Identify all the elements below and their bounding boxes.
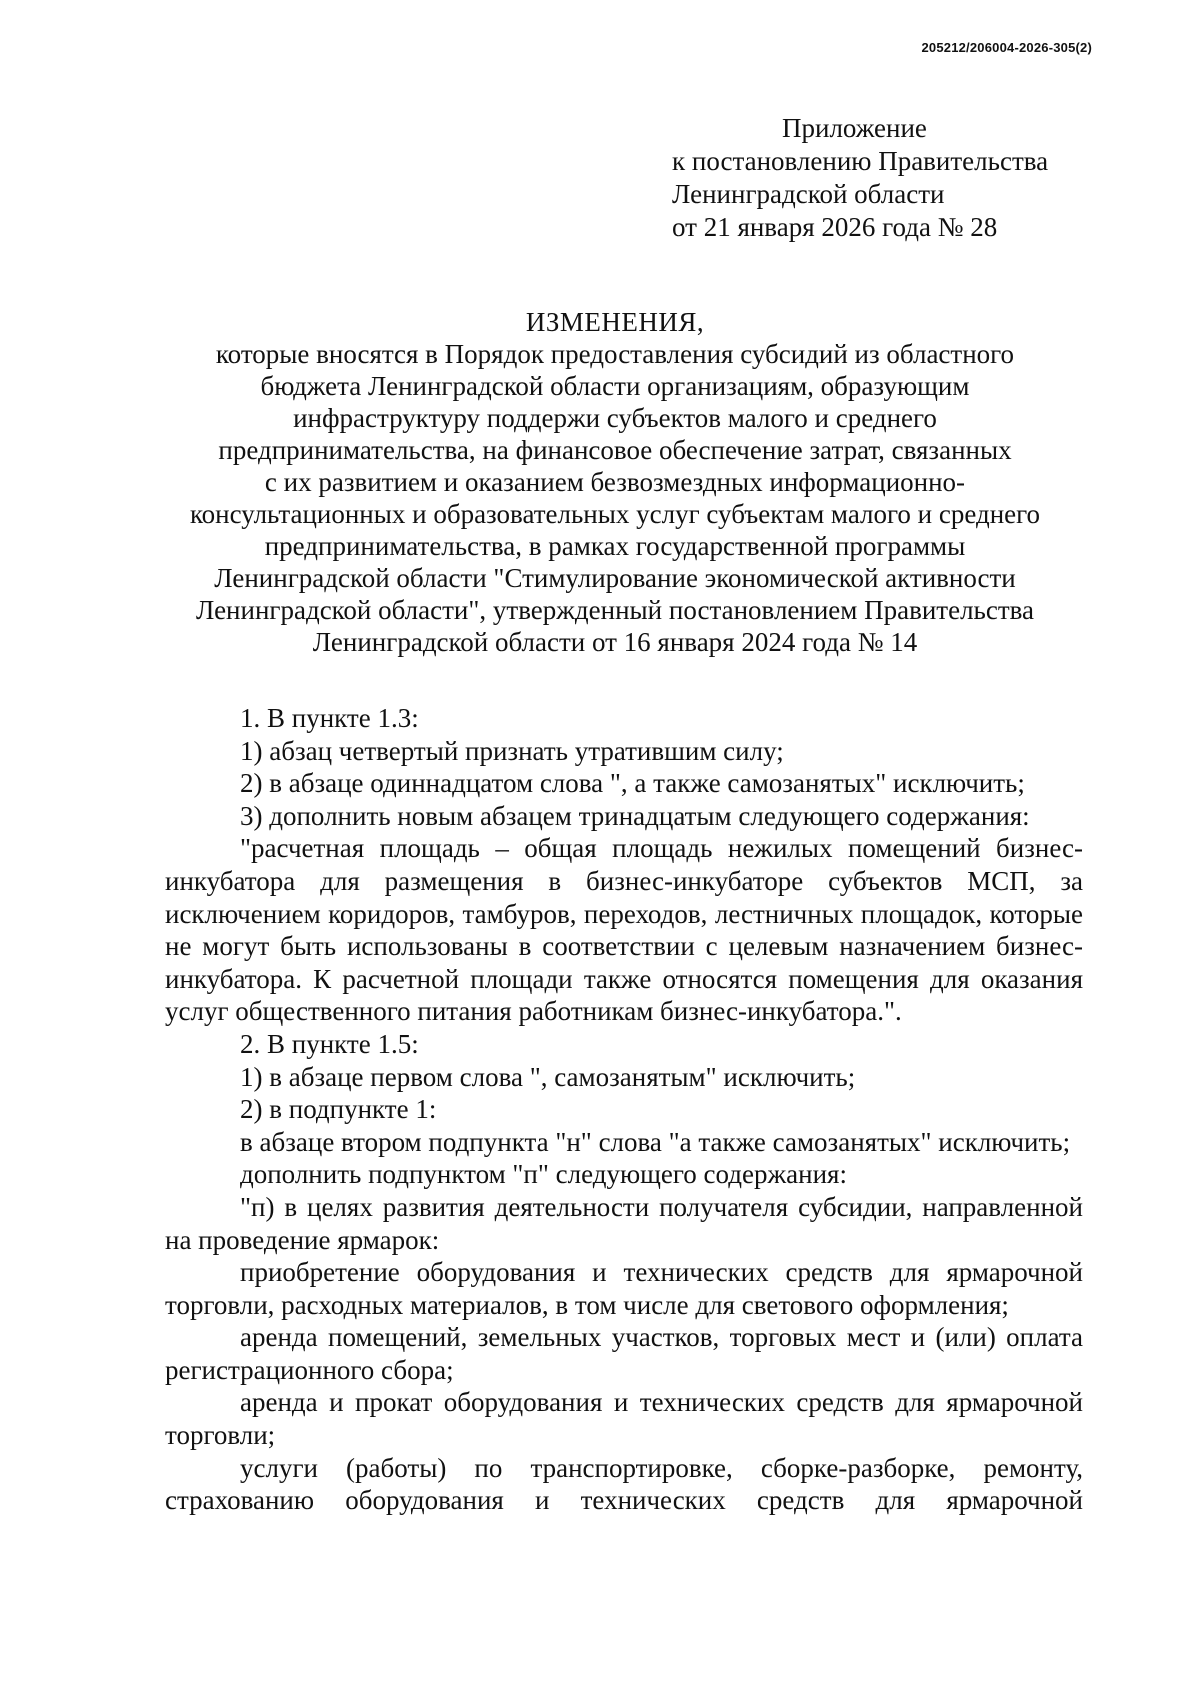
title-line: с их развитием и оказанием безвозмездных информационно-	[264, 467, 966, 497]
appendix-line: к постановлению Правительства	[672, 146, 1049, 176]
document-registration-number: 205212/206004-2026-305(2)	[921, 40, 1092, 55]
paragraph: дополнить подпунктом "п" следующего содержания:	[240, 1159, 847, 1190]
title-line: консультационных и образовательных услуг субъектам малого и среднего	[189, 499, 1041, 529]
title-line: Ленинградской области", утвержденный постановлением Правительства	[195, 595, 1035, 625]
paragraph: 1) в абзаце первом слова ", самозанятым" исключить;	[240, 1061, 856, 1092]
title-line: предпринимательства, в рамках государственной программы	[264, 531, 966, 561]
document-body	[165, 702, 1083, 1517]
title-line: предпринимательства, на финансовое обеспечение затрат, связанных	[218, 435, 1012, 465]
paragraph: услуги (работы) по транспортировке, сборке-разборке, ремонту, страхованию оборудования и технических средств для ярмарочной	[165, 1452, 1083, 1516]
paragraph: приобретение оборудования и технических средств для ярмарочной торговли, расходных материалов, в том числе для светового оформления;	[165, 1257, 1083, 1320]
paragraph: аренда помещений, земельных участков, торговых мест и (или) оплата регистрационного сбора;	[165, 1322, 1083, 1385]
appendix-line: Приложение	[782, 113, 927, 143]
title-line: бюджета Ленинградской области организациям, образующим	[260, 371, 970, 401]
paragraph: "расчетная площадь – общая площадь нежилых помещений бизнес-инкубатора для размещения в бизнес-инкубаторе субъектов МСП, за исключением коридоров, тамбуров, переходов, лестничных площадок, которые не могут быть использованы в соответствии с целевым назначением бизнес-инкубатора. К расчетной площади также относятся помещения для оказания услуг общественного питания работникам бизнес-инкубатора.".	[165, 833, 1083, 1027]
title-line: Ленинградской области "Стимулирование экономической активности	[214, 563, 1016, 593]
paragraph: 2) в подпункте 1:	[240, 1094, 437, 1125]
paragraph: 2. В пункте 1.5:	[240, 1028, 419, 1059]
document-title	[150, 306, 1080, 658]
paragraph: 2) в абзаце одиннадцатом слова ", а также самозанятых" исключить;	[240, 768, 1025, 799]
paragraph: аренда и прокат оборудования и технических средств для ярмарочной торговли;	[165, 1387, 1083, 1451]
title-line: инфраструктуру поддержи субъектов малого и среднего	[293, 403, 937, 433]
appendix-line: Ленинградской области	[672, 179, 945, 209]
paragraph: 1) абзац четвертый признать утратившим силу;	[240, 735, 784, 766]
paragraph: "п) в целях развития деятельности получателя субсидии, направленной на проведение ярмарок:	[165, 1191, 1083, 1255]
paragraph: в абзаце втором подпункта "н" слова "а также самозанятых" исключить;	[240, 1126, 1071, 1157]
title-heading: ИЗМЕНЕНИЯ,	[525, 307, 705, 337]
appendix-header	[672, 112, 1048, 244]
paragraph: 3) дополнить новым абзацем тринадцатым следующего содержания:	[240, 800, 1030, 831]
title-line: которые вносятся в Порядок предоставления субсидий из областного	[215, 339, 1015, 369]
paragraph: 1. В пункте 1.3:	[240, 703, 419, 733]
title-line: Ленинградской области от 16 января 2024 года № 14	[312, 627, 918, 657]
appendix-line: от 21 января 2026 года № 28	[672, 212, 998, 242]
